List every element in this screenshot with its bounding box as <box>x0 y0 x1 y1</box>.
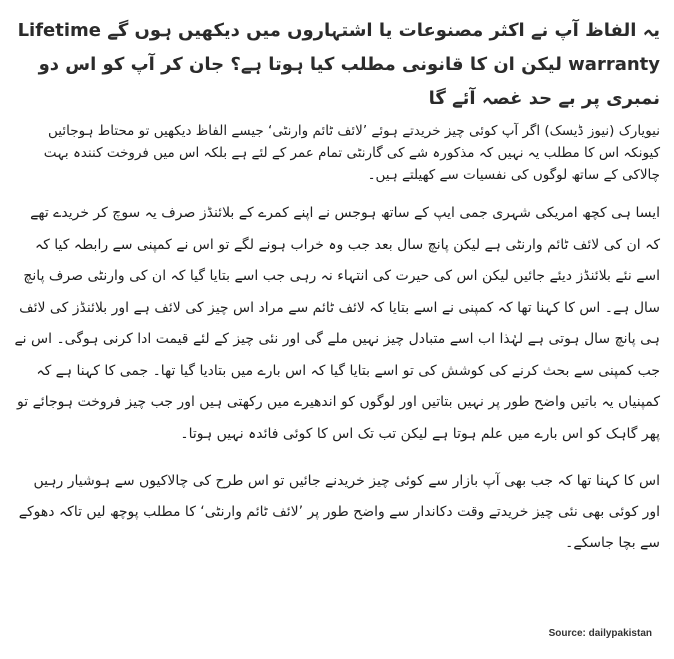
source-credit: Source: dailypakistan <box>548 628 652 639</box>
article-paragraph-conclusion: اس کا کہنا تھا کہ جب بھی آپ بازار سے کوئی چیز خریدنے جائیں تو اس طرح کی چالاکیوں سے ہوشیار رہیں اور کوئی بھی نئی چیز خریدتے وقت دکاندار سے واضح طور پر ’لائف ٹائم وارنٹی‘ کا مطلب پوچھ لیں تاکہ دھوکے سے بچا جاسکے۔ <box>18 473 660 551</box>
news-article <box>14 14 660 559</box>
article-paragraph-body: ایسا ہی کچھ امریکی شہری جمی ایپ کے ساتھ ہوجس نے اپنے کمرے کے بلائنڈز صرف یہ سوچ کر خریدے تھے کہ ان کی لائف ٹائم وارنٹی ہے لیکن پانچ سال بعد جب وہ خراب ہونے لگے تو اس نے کمپنی سے رابطہ کیا کہ اسے نئے بلائنڈز دیئے جائیں لیکن اس کی حیرت کی انتہاء نہ رہی جب اسے بتایا گیا کہ ان کی وارنٹی صرف پانچ سال ہے۔ اس کا کہنا تھا کہ کمپنی نے اسے بتایا کہ لائف ٹائم سے مراد اس چیز کی لائف ہے اور بلائنڈز کی لائف ہی پانچ سال ہوتی ہے لہٰذا اب اسے متبادل چیز نہیں ملے گی اور نئی چیز کے لئے قیمت ادا کرنی ہوگی۔ اس نے جب کمپنی سے بحث کرنے کی کوشش کی تو اسے بتایا گیا کہ اس بارے میں بتادیا گیا تھا۔ جمی کا کہنا ہے کہ کمپنیاں یہ باتیں واضح طور پر نہیں بتاتیں اور لوگوں کو اندھیرے میں رکھتی ہیں اور جب چیز فروخت ہوجائے تو پھر گاہک کو اس بارے میں علم ہوتا ہے لیکن تب تک اس کا کوئی فائدہ نہیں ہوتا۔ <box>14 205 660 442</box>
article-headline: یہ الفاظ آپ نے اکثر مصنوعات یا اشتہاروں میں دیکھیں ہوں گے Lifetime warranty لیکن ان کا قانونی مطلب کیا ہوتا ہے؟ جان کر آپ کو اس دو نمبری پر بے حد غصہ آئے گا <box>17 20 660 109</box>
article-paragraph-intro: نیویارک (نیوز ڈیسک) اگر آپ کوئی چیز خریدتے ہوئے ’لائف ٹائم وارنٹی‘ جیسے الفاظ دیکھیں تو محتاط ہوجائیں کیونکہ اس کا مطلب یہ نہیں کہ مذکورہ شے کی گارنٹی تمام عمر کے لئے ہے بلکہ اس میں فروخت کنندہ بہت چالاکی کے ساتھ لوگوں کی نفسیات سے کھیلتے ہیں۔ <box>43 123 660 183</box>
